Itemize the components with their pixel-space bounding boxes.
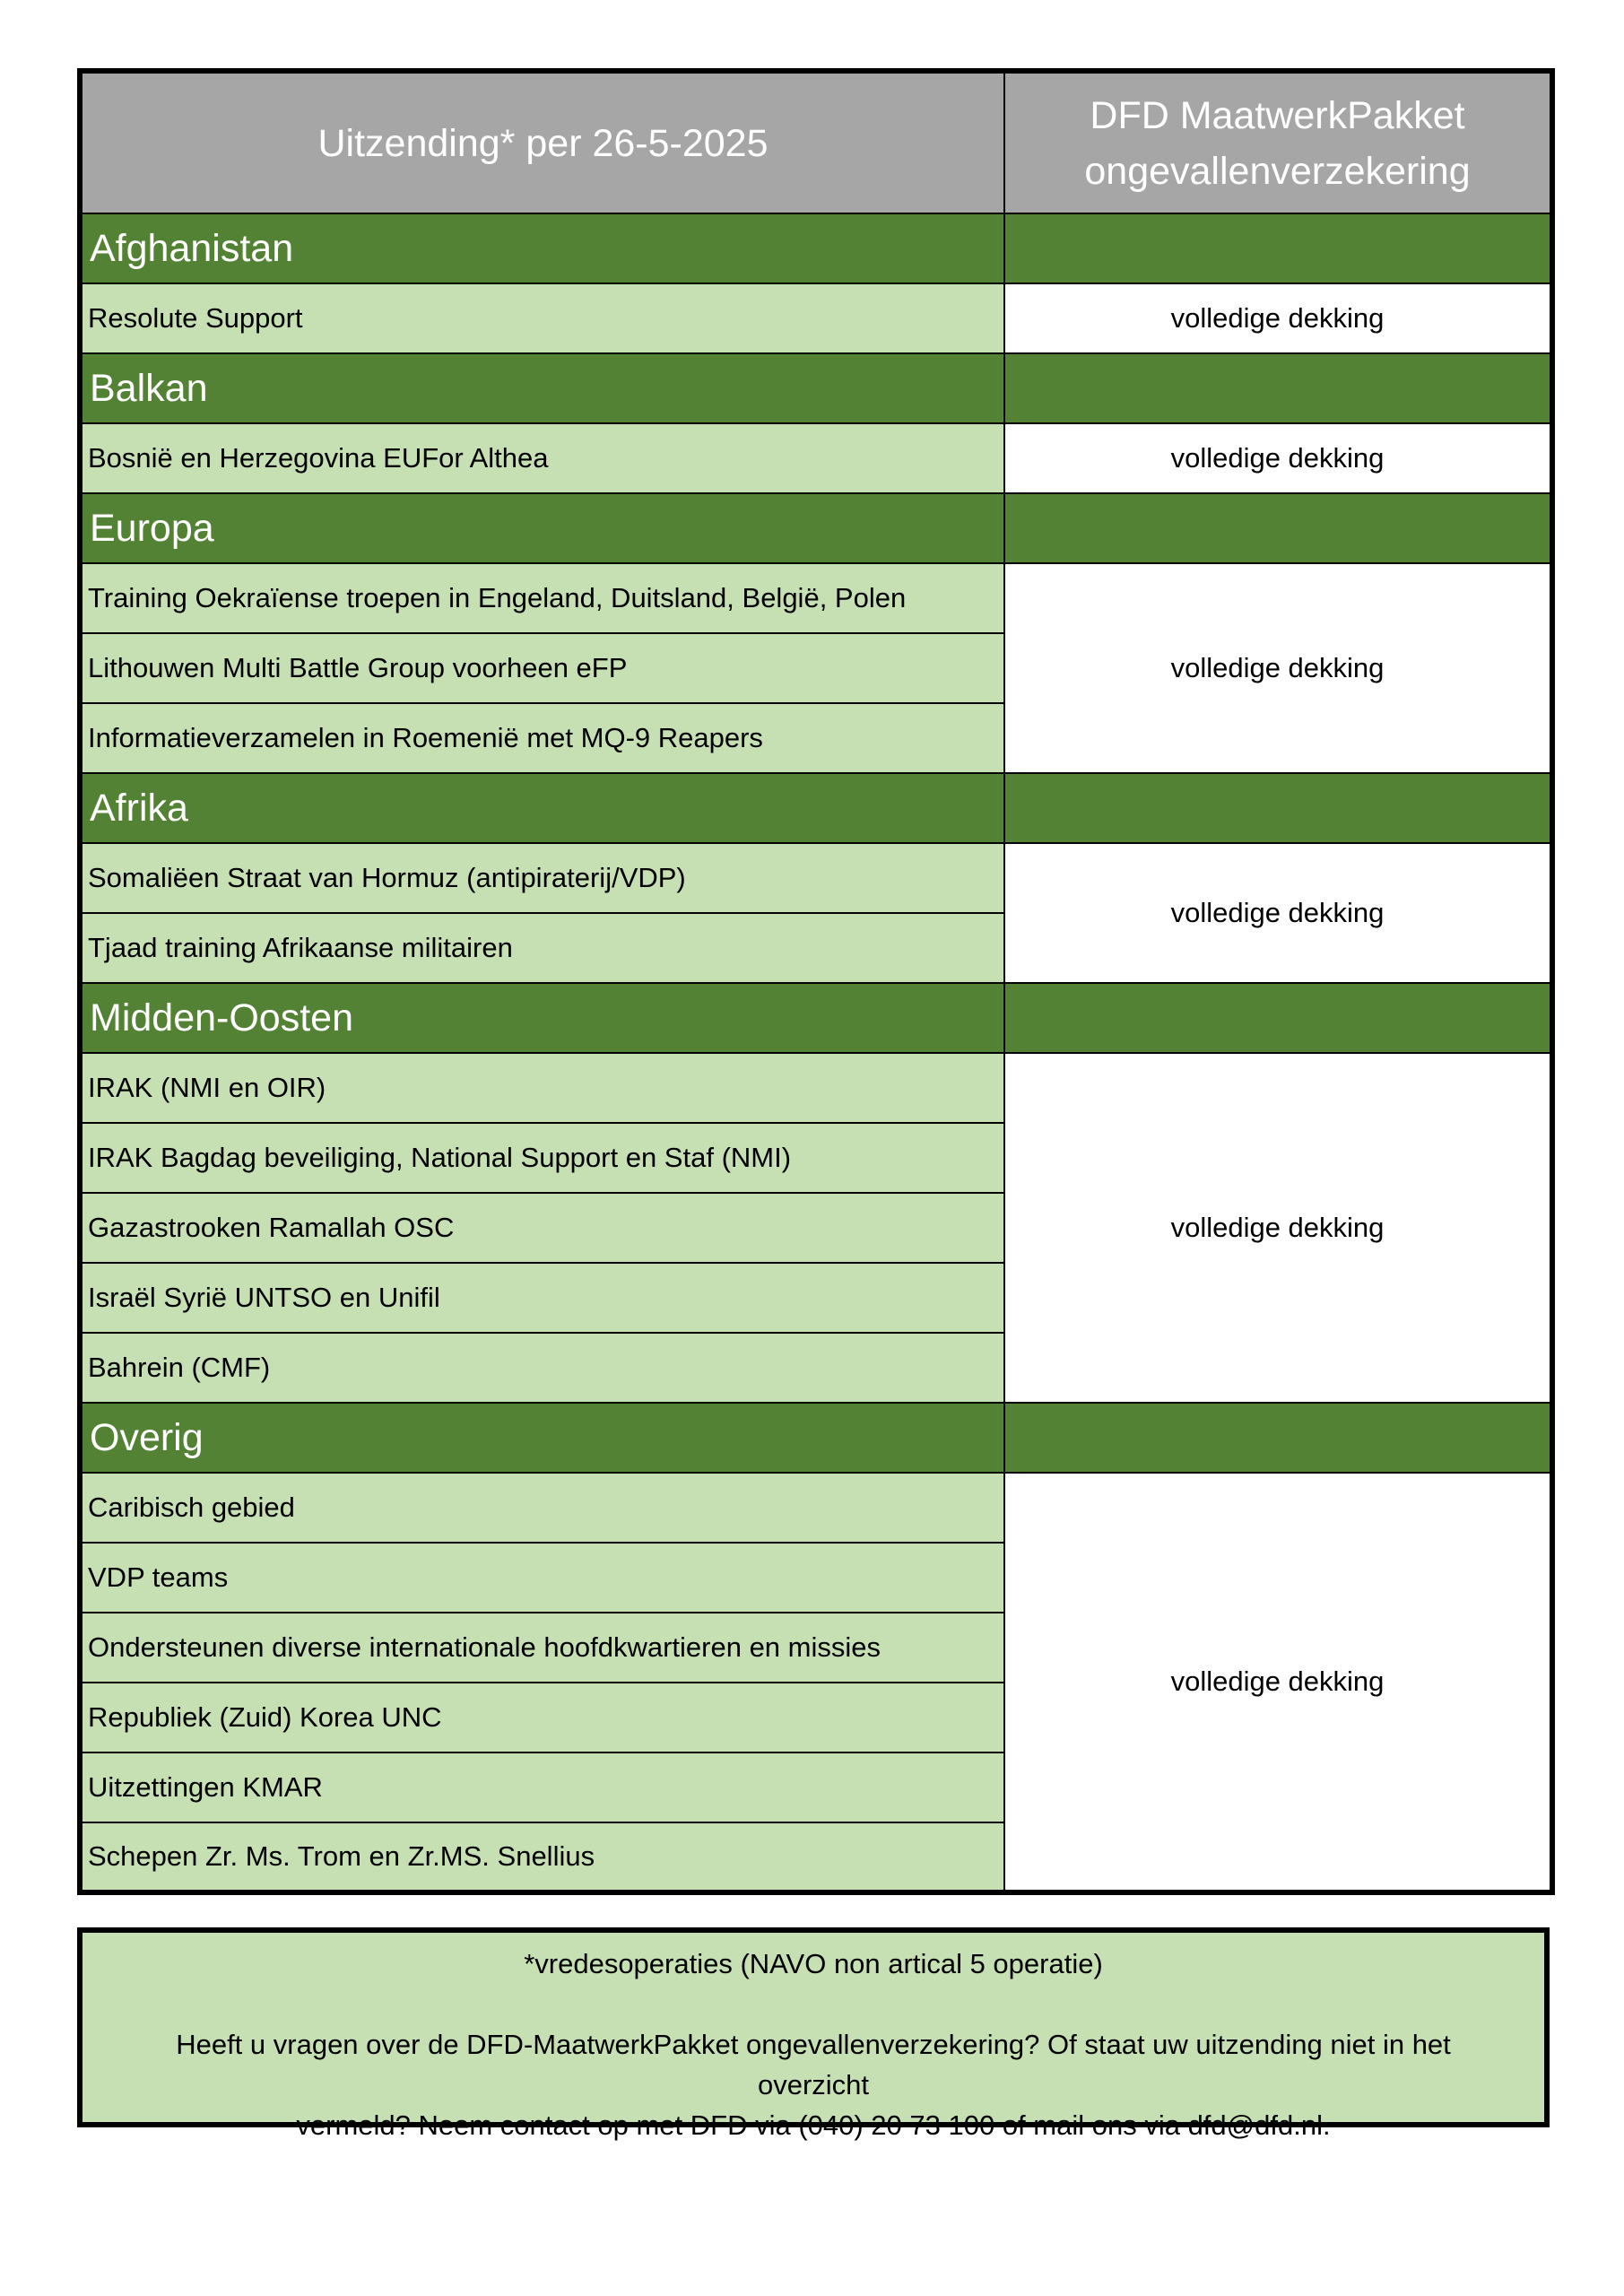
mission-cell: Republiek (Zuid) Korea UNC: [80, 1683, 1004, 1752]
table-row: [80, 843, 1552, 913]
mission-cell: Somaliëen Straat van Hormuz (antipiraterij/VDP): [80, 843, 1004, 913]
section-title: Afghanistan: [80, 213, 1004, 283]
mission-cell: Bahrein (CMF): [80, 1333, 1004, 1403]
mission-cell: Informatieverzamelen in Roemenië met MQ-9 Reapers: [80, 703, 1004, 773]
section-row: [80, 983, 1552, 1053]
table-row: [80, 563, 1552, 633]
contact-line-1: Heeft u vragen over de DFD-MaatwerkPakket ongevallenverzekering? Of staat uw uitzending niet in het overzicht: [176, 2029, 1451, 2100]
section-blank-cell: [1004, 493, 1552, 563]
mission-cell: Caribisch gebied: [80, 1473, 1004, 1543]
contact-line-2: vermeld? Neem contact op met DFD via (040) 20 73 100 of mail ons via dfd@dfd.nl.: [296, 2109, 1331, 2141]
section-blank-cell: [1004, 1403, 1552, 1473]
coverage-cell: volledige dekking: [1004, 563, 1552, 773]
mission-cell: Tjaad training Afrikaanse militairen: [80, 913, 1004, 983]
coverage-cell: volledige dekking: [1004, 423, 1552, 493]
mission-cell: Ondersteunen diverse internationale hoofdkwartieren en missies: [80, 1613, 1004, 1683]
mission-cell: VDP teams: [80, 1543, 1004, 1613]
mission-cell: Israël Syrië UNTSO en Unifil: [80, 1263, 1004, 1333]
footer-box: [77, 1927, 1550, 2141]
table-row: [80, 283, 1552, 353]
section-row: [80, 1403, 1552, 1473]
table-body: [80, 213, 1552, 1892]
mission-cell: Schepen Zr. Ms. Trom en Zr.MS. Snellius: [80, 1822, 1004, 1892]
table-row: [80, 1053, 1552, 1123]
footnote: *vredesoperaties (NAVO non artical 5 operatie): [524, 1948, 1103, 1979]
mission-cell: IRAK (NMI en OIR): [80, 1053, 1004, 1123]
mission-cell: Bosnië en Herzegovina EUFor Althea: [80, 423, 1004, 493]
section-title: Afrika: [80, 773, 1004, 843]
section-title: Europa: [80, 493, 1004, 563]
mission-cell: Gazastrooken Ramallah OSC: [80, 1193, 1004, 1263]
section-title: Midden-Oosten: [80, 983, 1004, 1053]
mission-cell: Lithouwen Multi Battle Group voorheen eFP: [80, 633, 1004, 703]
mission-cell: IRAK Bagdag beveiliging, National Support en Staf (NMI): [80, 1123, 1004, 1193]
contact-text: [118, 2024, 1508, 2145]
section-title: Balkan: [80, 353, 1004, 423]
insurance-header-line1: DFD MaatwerkPakket: [1090, 93, 1465, 137]
section-blank-cell: [1004, 773, 1552, 843]
table-row: [80, 1473, 1552, 1543]
mission-cell: Resolute Support: [80, 283, 1004, 353]
coverage-cell: volledige dekking: [1004, 283, 1552, 353]
section-row: [80, 493, 1552, 563]
coverage-cell: volledige dekking: [1004, 843, 1552, 983]
deployment-header-label: Uitzending* per 26-5-2025: [317, 121, 769, 165]
header-row: [80, 71, 1552, 213]
mission-cell: Training Oekraïense troepen in Engeland, Duitsland, België, Polen: [80, 563, 1004, 633]
deployment-header: [80, 71, 1004, 213]
section-blank-cell: [1004, 213, 1552, 283]
coverage-cell: volledige dekking: [1004, 1053, 1552, 1403]
coverage-cell: volledige dekking: [1004, 1473, 1552, 1892]
table-row: [80, 423, 1552, 493]
section-row: [80, 773, 1552, 843]
coverage-table: [77, 68, 1555, 1895]
insurance-header: [1004, 71, 1552, 213]
section-blank-cell: [1004, 353, 1552, 423]
section-row: [80, 353, 1552, 423]
section-blank-cell: [1004, 983, 1552, 1053]
mission-cell: Uitzettingen KMAR: [80, 1752, 1004, 1822]
insurance-header-line2: ongevallenverzekering: [1084, 149, 1471, 193]
section-title: Overig: [80, 1403, 1004, 1473]
section-row: [80, 213, 1552, 283]
